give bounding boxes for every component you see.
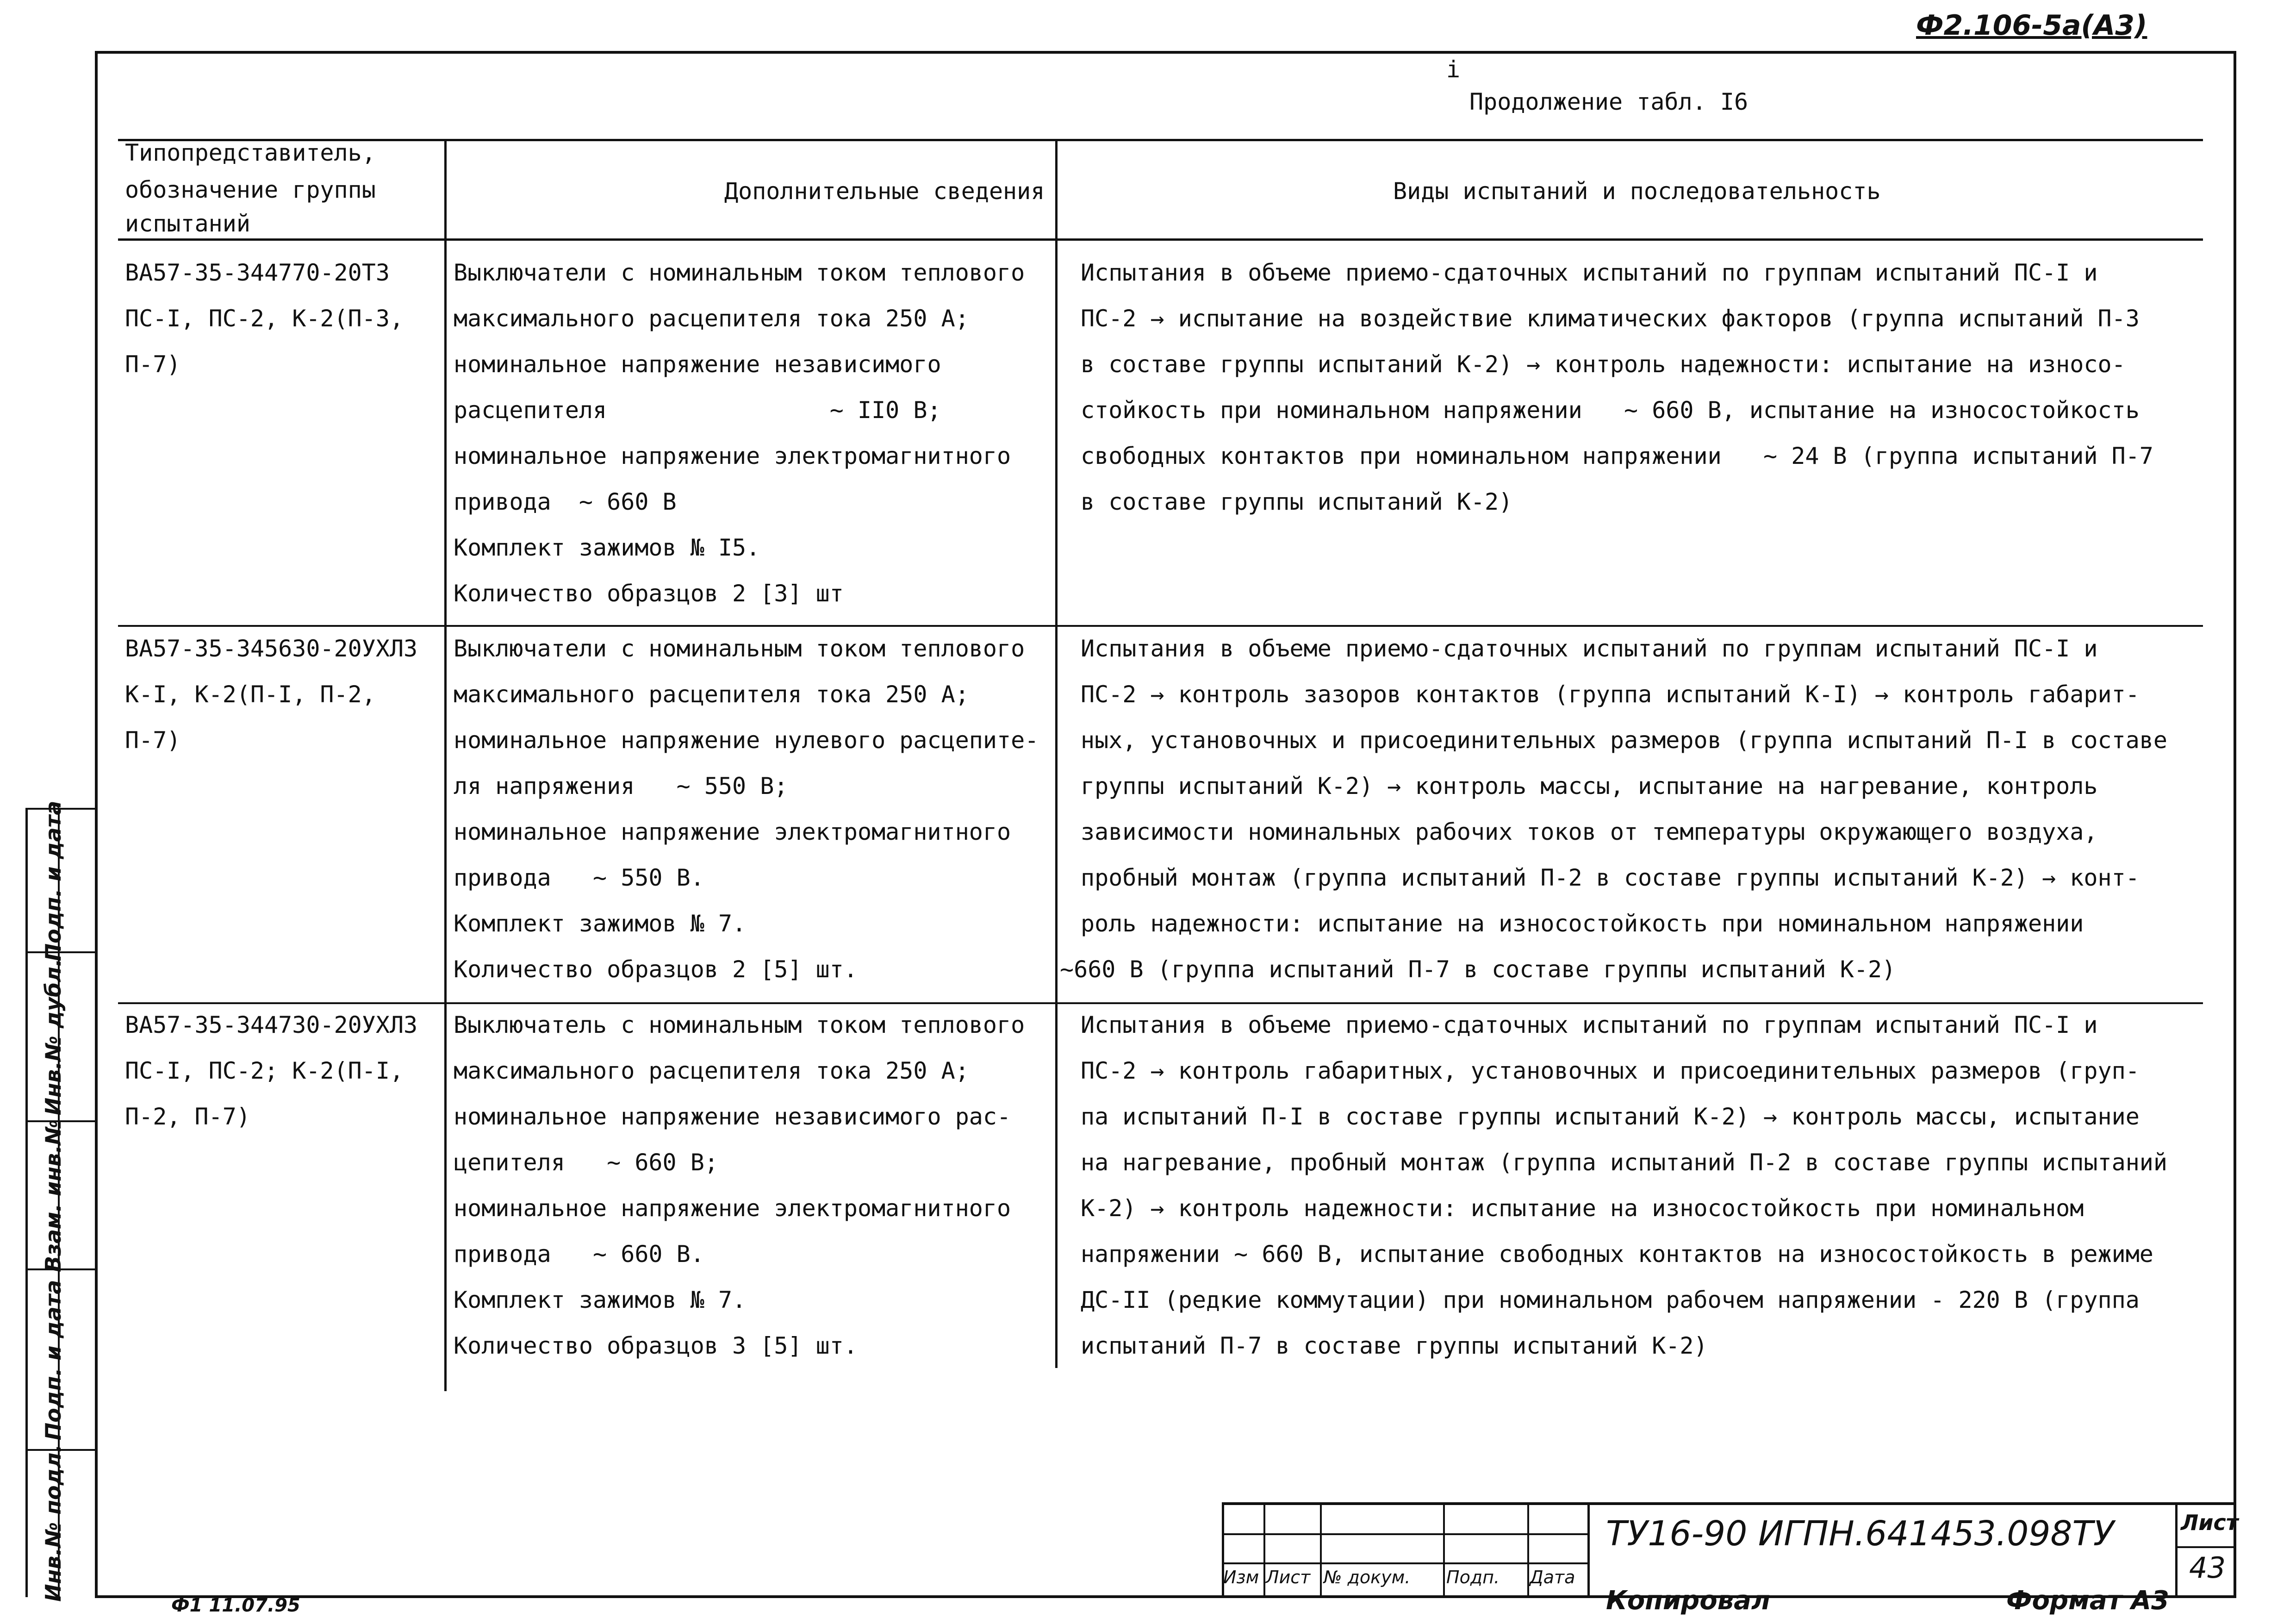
tb-sheet-divider: [2175, 1502, 2178, 1597]
footer-format: Формат А3: [2006, 1586, 2169, 1616]
side-strip-cell-1: Подп. и дата: [41, 1280, 66, 1440]
frame-left: [95, 51, 98, 1597]
col1-header-line1: Типопредставитель,: [125, 139, 376, 166]
tb-sheet-number: 43: [2189, 1551, 2226, 1585]
side-strip-cell-3: Инв.№ дубл.: [41, 958, 66, 1116]
frame-top: [95, 51, 2235, 54]
side-strip-cell-2: Взам. инв.№: [41, 1119, 66, 1272]
tb-header-data: Дата: [1530, 1567, 1575, 1587]
tb-col-2: [1320, 1502, 1322, 1597]
row1-type: ВА57-35-344770-20Т3 ПС-I, ПС-2, К-2(П-3, П-7): [125, 259, 404, 378]
tb-designation: ТУ16-90 ИГПН.641453.098ТУ: [1606, 1514, 2114, 1554]
tb-row-2: [1222, 1562, 1587, 1564]
sheet-code: Ф2.106-5а(А3): [1916, 9, 2147, 42]
row1-tests: Испытания в объеме приемо-сдаточных испытаний по группам испытаний ПС-I и ПС-2 → испытание на воздействие климатических факторов (группа испытаний П-3 в составе группы испытаний К-2) → контроль надежности: испытание на износо- стойкость при номинальном напряжении ~ 660 В, испытание на износостойкость свободных контактов при номинальном напряжении ~ 24 В (группа испытаний П-7 в составе группы испытаний К-2): [1081, 259, 2153, 515]
col1-header-line2: обозначение группы: [125, 176, 376, 203]
col-divider-2: [1055, 139, 1058, 1368]
col-divider-1: [444, 139, 447, 1391]
footer-stamp: Ф1 11.07.95: [171, 1595, 300, 1616]
tb-sheet-label: Лист: [2181, 1510, 2239, 1535]
table-continuation-title: Продолжение табл. I6: [1469, 88, 1748, 115]
col3-header: Виды испытаний и последовательность: [1393, 178, 1881, 205]
tb-header-podp: Подп.: [1446, 1567, 1500, 1587]
tb-header-list: Лист: [1266, 1567, 1311, 1587]
tb-col-5: [1587, 1502, 1590, 1597]
row3-info: Выключатель с номинальным током теплового максимального расцепителя тока 250 А; номинальное напряжение независимого рас- цепителя ~ 660 В; номинальное напряжение электромагнитного привода ~ 660 В. Комплект зажимов № 7. Количество образцов 3 [5] шт.: [454, 1012, 1025, 1359]
row2-info: Выключатели с номинальным током теплового максимального расцепителя тока 250 А; номинальное напряжение нулевого расцепите- ля напряжения ~ 550 В; номинальное напряжение электромагнитного привода ~ 550 В. Комплект зажимов № 7. Количество образцов 2 [5] шт.: [454, 635, 1039, 983]
side-strip-cell-0: Инв.№ подл.: [41, 1444, 66, 1602]
frame-right: [2234, 51, 2236, 1597]
top-mark: i: [1446, 56, 1461, 83]
row2-tests: Испытания в объеме приемо-сдаточных испытаний по группам испытаний ПС-I и ПС-2 → контроль зазоров контактов (группа испытаний К-I) → контроль габарит- ных, установочных и присоединительных размеров (группа испытаний П-I в составе группы испытаний К-2) → контроль массы, испытание на нагревание, контроль зависимости номинальных рабочих токов от температуры окружающего воздуха, пробный монтаж (группа испытаний П-2 в составе группы испытаний К-2) → конт- роль надежности: испытание на износостойкость при номинальном напряжении ~660 В (группа испытаний П-7 в составе группы испытаний К-2): [1060, 635, 2167, 983]
tb-col-1: [1263, 1502, 1265, 1597]
row2-type: ВА57-35-345630-20УХЛ3 К-I, К-2(П-I, П-2, П-7): [125, 635, 418, 754]
tb-col-4: [1527, 1502, 1529, 1597]
tb-top: [1222, 1502, 2235, 1505]
row1-info: Выключатели с номинальным током теплового максимального расцепителя тока 250 А; номинальное напряжение независимого расцепителя ~ II0 В; номинальное напряжение электромагнитного привода ~ 660 В Комплект зажимов № I5. Количество образцов 2 [3] шт: [454, 259, 1025, 607]
footer-copied: Копировал: [1606, 1586, 1770, 1616]
tb-col-3: [1443, 1502, 1445, 1597]
header-bottom-rule: [118, 238, 2203, 241]
side-strip-cell-4: Подп. и дата: [41, 800, 66, 961]
row3-type: ВА57-35-344730-20УХЛ3 ПС-I, ПС-2; К-2(П-I, П-2, П-7): [125, 1012, 418, 1130]
tb-row-1: [1222, 1533, 1587, 1535]
tb-sheet-row: [2175, 1546, 2235, 1548]
frame-bottom: [95, 1595, 2236, 1598]
tb-header-dokum: № докум.: [1324, 1567, 1411, 1587]
col2-header: Дополнительные сведения: [724, 178, 1045, 205]
col1-header-line3: испытаний: [125, 210, 250, 237]
header-top-rule: [118, 139, 2203, 141]
row3-tests: Испытания в объеме приемо-сдаточных испытаний по группам испытаний ПС-I и ПС-2 → контроль габаритных, установочных и присоединительных размеров (груп- па испытаний П-I в составе группы испытаний К-2) → контроль массы, испытание на нагревание, пробный монтаж (группа испытаний П-2 в составе группы испытаний К-2) → контроль надежности: испытание на износостойкость при номинальном напряжении ~ 660 В, испытание свободных контактов на износостойкость в режиме ДС-II (редкие коммутации) при номинальном рабочем напряжении - 220 В (группа испытаний П-7 в составе группы испытаний К-2): [1081, 1012, 2167, 1359]
tb-header-izm: Изм: [1223, 1567, 1259, 1587]
